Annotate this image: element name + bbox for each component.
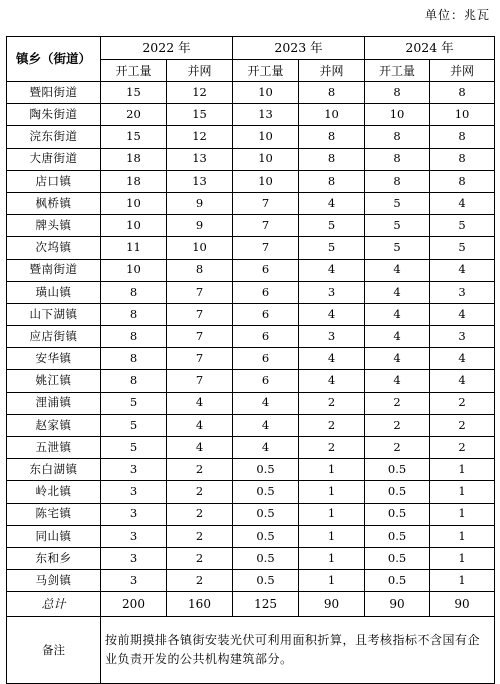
value-cell: 8 [299, 82, 365, 104]
total-cell: 90 [430, 592, 495, 617]
total-label: 总计 [7, 592, 101, 617]
value-cell: 15 [101, 126, 167, 148]
table-row [7, 259, 495, 281]
value-cell: 8 [299, 126, 365, 148]
value-cell: 1 [299, 547, 365, 569]
value-cell: 6 [233, 348, 299, 370]
value-cell: 7 [233, 215, 299, 237]
value-cell: 5 [365, 237, 430, 259]
value-cell: 4 [299, 259, 365, 281]
value-cell: 2 [365, 392, 430, 414]
value-cell: 5 [101, 392, 167, 414]
value-cell: 4 [233, 437, 299, 459]
value-cell: 1 [430, 503, 495, 525]
year-header-2023: 2023 年 [233, 37, 365, 60]
value-cell: 4 [365, 259, 430, 281]
value-cell: 2 [167, 481, 233, 503]
town-name-cell: 店口镇 [7, 170, 101, 192]
year-header-2024: 2024 年 [365, 37, 495, 60]
value-cell: 10 [167, 237, 233, 259]
value-cell: 6 [233, 259, 299, 281]
value-cell: 2 [167, 503, 233, 525]
value-cell: 1 [430, 459, 495, 481]
value-cell: 2 [167, 459, 233, 481]
value-cell: 13 [233, 104, 299, 126]
table-row [7, 281, 495, 303]
value-cell: 4 [430, 303, 495, 325]
value-cell: 10 [365, 104, 430, 126]
table-row [7, 481, 495, 503]
value-cell: 7 [167, 326, 233, 348]
table-row [7, 547, 495, 569]
town-name-cell: 陶朱街道 [7, 104, 101, 126]
value-cell: 0.5 [365, 547, 430, 569]
table-row [7, 148, 495, 170]
value-cell: 0.5 [233, 570, 299, 592]
sub-header-grid: 并网 [430, 60, 495, 82]
value-cell: 5 [299, 215, 365, 237]
value-cell: 0.5 [365, 459, 430, 481]
value-cell: 1 [430, 525, 495, 547]
value-cell: 2 [167, 570, 233, 592]
value-cell: 4 [299, 370, 365, 392]
table-row [7, 326, 495, 348]
value-cell: 8 [101, 370, 167, 392]
total-cell: 160 [167, 592, 233, 617]
town-name-cell: 枫桥镇 [7, 192, 101, 214]
value-cell: 10 [101, 259, 167, 281]
value-cell: 1 [430, 481, 495, 503]
town-name-cell: 次坞镇 [7, 237, 101, 259]
town-name-cell: 东白湖镇 [7, 459, 101, 481]
note-text: 按前期摸排各镇街安装光伏可利用面积折算，且考核指标不含国有企业负责开发的公共机构建筑部分。 [101, 617, 495, 684]
sub-header-start: 开工量 [233, 60, 299, 82]
note-label: 备注 [7, 617, 101, 684]
value-cell: 10 [299, 104, 365, 126]
table-row [7, 392, 495, 414]
value-cell: 4 [430, 348, 495, 370]
value-cell: 13 [167, 148, 233, 170]
town-name-cell: 应店街镇 [7, 326, 101, 348]
sub-header-start: 开工量 [365, 60, 430, 82]
table-row [7, 437, 495, 459]
value-cell: 9 [167, 192, 233, 214]
value-cell: 8 [365, 148, 430, 170]
value-cell: 4 [167, 414, 233, 436]
value-cell: 9 [167, 215, 233, 237]
total-cell: 90 [299, 592, 365, 617]
value-cell: 20 [101, 104, 167, 126]
value-cell: 13 [167, 170, 233, 192]
value-cell: 8 [365, 82, 430, 104]
value-cell: 3 [101, 525, 167, 547]
value-cell: 1 [299, 570, 365, 592]
value-cell: 4 [233, 392, 299, 414]
value-cell: 2 [365, 414, 430, 436]
value-cell: 6 [233, 303, 299, 325]
value-cell: 1 [430, 570, 495, 592]
sub-header-start: 开工量 [101, 60, 167, 82]
value-cell: 7 [167, 303, 233, 325]
value-cell: 1 [299, 525, 365, 547]
value-cell: 6 [233, 370, 299, 392]
town-name-cell: 同山镇 [7, 525, 101, 547]
sub-header-grid: 并网 [167, 60, 233, 82]
value-cell: 10 [430, 104, 495, 126]
value-cell: 0.5 [365, 503, 430, 525]
value-cell: 4 [167, 437, 233, 459]
town-name-cell: 暨南街道 [7, 259, 101, 281]
value-cell: 4 [365, 326, 430, 348]
value-cell: 0.5 [233, 459, 299, 481]
town-name-cell: 五泄镇 [7, 437, 101, 459]
table-body [7, 82, 495, 684]
value-cell: 5 [365, 215, 430, 237]
table-row [7, 348, 495, 370]
note-row [7, 617, 495, 684]
total-cell: 200 [101, 592, 167, 617]
value-cell: 1 [299, 503, 365, 525]
total-cell: 90 [365, 592, 430, 617]
value-cell: 6 [233, 281, 299, 303]
value-cell: 0.5 [365, 525, 430, 547]
town-name-cell: 山下湖镇 [7, 303, 101, 325]
year-header-2022: 2022 年 [101, 37, 233, 60]
value-cell: 8 [101, 348, 167, 370]
value-cell: 5 [430, 237, 495, 259]
value-cell: 4 [430, 370, 495, 392]
value-cell: 2 [430, 392, 495, 414]
value-cell: 18 [101, 170, 167, 192]
value-cell: 0.5 [233, 481, 299, 503]
value-cell: 4 [167, 392, 233, 414]
value-cell: 1 [430, 547, 495, 569]
town-name-cell: 浬浦镇 [7, 392, 101, 414]
town-name-cell: 璜山镇 [7, 281, 101, 303]
value-cell: 2 [365, 437, 430, 459]
town-name-cell: 赵家镇 [7, 414, 101, 436]
table-row [7, 215, 495, 237]
table-row [7, 370, 495, 392]
value-cell: 8 [299, 148, 365, 170]
table-row [7, 170, 495, 192]
value-cell: 0.5 [233, 503, 299, 525]
value-cell: 4 [430, 192, 495, 214]
value-cell: 8 [299, 170, 365, 192]
town-name-cell: 东和乡 [7, 547, 101, 569]
value-cell: 4 [299, 192, 365, 214]
value-cell: 8 [430, 170, 495, 192]
total-row [7, 592, 495, 617]
value-cell: 3 [101, 547, 167, 569]
value-cell: 7 [167, 348, 233, 370]
value-cell: 10 [233, 126, 299, 148]
town-name-cell: 暨阳街道 [7, 82, 101, 104]
value-cell: 8 [365, 126, 430, 148]
value-cell: 3 [101, 503, 167, 525]
value-cell: 7 [167, 281, 233, 303]
total-cell: 125 [233, 592, 299, 617]
value-cell: 0.5 [365, 481, 430, 503]
table-row [7, 126, 495, 148]
value-cell: 8 [101, 303, 167, 325]
table-row [7, 525, 495, 547]
value-cell: 4 [365, 281, 430, 303]
table-row [7, 503, 495, 525]
unit-label: 单位：兆瓦 [424, 8, 490, 22]
table-row [7, 414, 495, 436]
value-cell: 3 [299, 326, 365, 348]
value-cell: 8 [167, 259, 233, 281]
value-cell: 8 [365, 170, 430, 192]
value-cell: 12 [167, 126, 233, 148]
value-cell: 2 [299, 414, 365, 436]
value-cell: 4 [233, 414, 299, 436]
value-cell: 2 [167, 547, 233, 569]
value-cell: 15 [101, 82, 167, 104]
value-cell: 0.5 [233, 525, 299, 547]
town-name-cell: 陈宅镇 [7, 503, 101, 525]
value-cell: 5 [101, 414, 167, 436]
value-cell: 0.5 [365, 570, 430, 592]
value-cell: 12 [167, 82, 233, 104]
value-cell: 5 [430, 215, 495, 237]
town-name-cell: 姚江镇 [7, 370, 101, 392]
town-name-cell: 浣东街道 [7, 126, 101, 148]
town-name-cell: 牌头镇 [7, 215, 101, 237]
value-cell: 10 [233, 148, 299, 170]
value-cell: 2 [430, 414, 495, 436]
value-cell: 8 [101, 326, 167, 348]
value-cell: 4 [430, 259, 495, 281]
value-cell: 5 [299, 237, 365, 259]
value-cell: 5 [101, 437, 167, 459]
value-cell: 15 [167, 104, 233, 126]
town-column-header: 镇乡（街道） [7, 37, 101, 82]
value-cell: 8 [430, 148, 495, 170]
value-cell: 3 [101, 570, 167, 592]
value-cell: 2 [167, 525, 233, 547]
value-cell: 7 [233, 237, 299, 259]
town-name-cell: 岭北镇 [7, 481, 101, 503]
value-cell: 2 [299, 392, 365, 414]
pv-target-table [6, 36, 495, 684]
table-row [7, 104, 495, 126]
value-cell: 8 [101, 281, 167, 303]
table-row [7, 459, 495, 481]
value-cell: 18 [101, 148, 167, 170]
value-cell: 3 [430, 326, 495, 348]
table-row [7, 82, 495, 104]
value-cell: 2 [299, 437, 365, 459]
value-cell: 10 [101, 192, 167, 214]
value-cell: 3 [299, 281, 365, 303]
value-cell: 11 [101, 237, 167, 259]
value-cell: 4 [299, 303, 365, 325]
value-cell: 1 [299, 459, 365, 481]
table-row [7, 570, 495, 592]
value-cell: 7 [233, 192, 299, 214]
value-cell: 4 [365, 303, 430, 325]
table-row [7, 192, 495, 214]
town-name-cell: 大唐街道 [7, 148, 101, 170]
value-cell: 5 [365, 192, 430, 214]
value-cell: 7 [167, 370, 233, 392]
town-name-cell: 安华镇 [7, 348, 101, 370]
value-cell: 2 [430, 437, 495, 459]
value-cell: 10 [233, 170, 299, 192]
table-row [7, 237, 495, 259]
value-cell: 3 [430, 281, 495, 303]
value-cell: 0.5 [233, 547, 299, 569]
sub-header-grid: 并网 [299, 60, 365, 82]
value-cell: 10 [233, 82, 299, 104]
value-cell: 3 [101, 481, 167, 503]
value-cell: 3 [101, 459, 167, 481]
value-cell: 8 [430, 126, 495, 148]
table-row [7, 303, 495, 325]
value-cell: 1 [299, 481, 365, 503]
town-name-cell: 马剑镇 [7, 570, 101, 592]
value-cell: 10 [101, 215, 167, 237]
value-cell: 4 [365, 348, 430, 370]
value-cell: 6 [233, 326, 299, 348]
value-cell: 4 [365, 370, 430, 392]
value-cell: 8 [430, 82, 495, 104]
value-cell: 4 [299, 348, 365, 370]
